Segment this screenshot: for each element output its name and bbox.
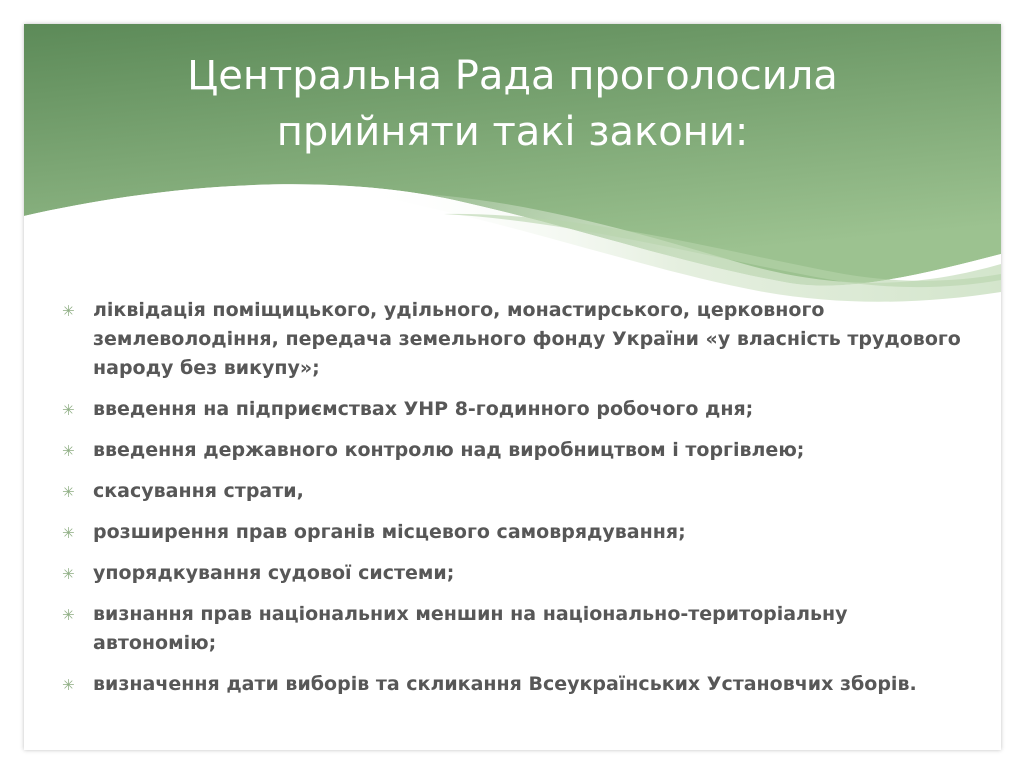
bullet-item	[62, 518, 962, 547]
bullet-text: введення державного контролю над виробництвом і торгівлею;	[93, 439, 805, 461]
bullet-text: введення на підприємствах УНР 8-годинного робочого дня;	[93, 398, 754, 420]
bullet-item	[62, 600, 962, 658]
slide-title-line-1: Центральна Рада проголосила	[187, 53, 838, 99]
asterisk-bullet-icon: ✳	[62, 442, 75, 460]
slide-title	[24, 48, 1001, 160]
asterisk-bullet-icon: ✳	[62, 676, 75, 694]
bullet-item	[62, 436, 962, 465]
asterisk-bullet-icon: ✳	[62, 401, 75, 419]
bullet-text: визнання прав національних меншин на національно-територіальну автономію;	[93, 603, 848, 654]
bullet-item	[62, 670, 962, 699]
bullet-text: визначення дати виборів та скликання Всеукраїнських Установчих зборів.	[93, 673, 917, 695]
asterisk-bullet-icon: ✳	[62, 302, 75, 320]
bullet-text: ліквідація поміщицького, удільного, монастирського, церковного землеволодіння, передача земельного фонду України «у власність трудового народу без викупу»;	[93, 299, 961, 379]
asterisk-bullet-icon: ✳	[62, 524, 75, 542]
bullet-item	[62, 395, 962, 424]
bullet-text: розширення прав органів місцевого самоврядування;	[93, 521, 686, 543]
bullet-item	[62, 296, 962, 383]
asterisk-bullet-icon: ✳	[62, 606, 75, 624]
asterisk-bullet-icon: ✳	[62, 565, 75, 583]
bullet-item	[62, 559, 962, 588]
bullet-text: скасування страти,	[93, 480, 304, 502]
bullet-item	[62, 477, 962, 506]
slide	[24, 24, 1001, 750]
slide-title-line-2: прийняти такі закони:	[276, 109, 749, 155]
bullet-text: упорядкування судової системи;	[93, 562, 455, 584]
asterisk-bullet-icon: ✳	[62, 483, 75, 501]
bullet-list	[62, 296, 962, 711]
